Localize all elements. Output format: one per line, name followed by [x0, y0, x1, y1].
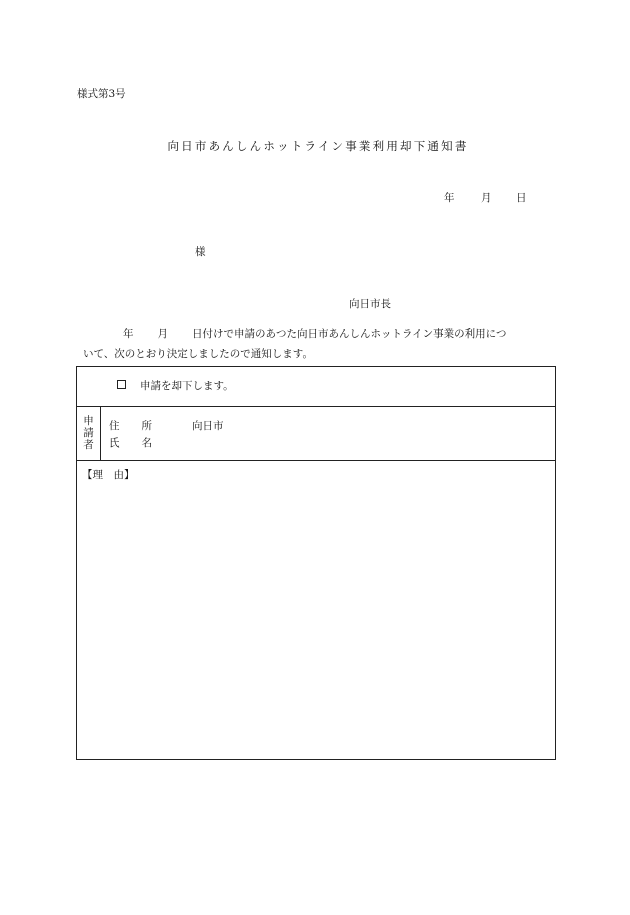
body-year-label: 年 [123, 328, 134, 340]
name-label-char: 名 [141, 437, 152, 449]
address-label-char: 住 [109, 420, 120, 432]
applicant-heading-char: 請 [83, 427, 94, 439]
reject-checkbox[interactable] [117, 380, 126, 389]
notice-body [83, 324, 553, 364]
issuer-name: 向日市長 [349, 298, 391, 310]
applicant-row [77, 407, 555, 461]
date-day-label: 日 [516, 192, 527, 204]
body-line1-text: 日付けで申請のあつた向日市あんしんホットライン事業の利用につ [192, 328, 507, 340]
document-title: 向日市あんしんホットライン事業利用却下通知書 [167, 139, 469, 153]
address-label-char: 所 [141, 420, 152, 432]
date-month-label: 月 [481, 192, 492, 204]
applicant-heading-char: 申 [83, 415, 94, 427]
body-month-label: 月 [157, 328, 168, 340]
address-value: 向日市 [192, 420, 224, 432]
name-label [109, 435, 152, 450]
name-label-char: 氏 [109, 437, 120, 449]
notice-body-line-1 [83, 324, 553, 344]
applicant-heading-char: 者 [83, 439, 94, 451]
reason-label: 【理 由】 [82, 469, 135, 481]
form-number: 様式第3号 [77, 88, 126, 100]
notice-table [76, 366, 556, 760]
date-year-label: 年 [444, 192, 455, 204]
applicant-heading [77, 407, 101, 460]
decision-row [77, 367, 555, 407]
reject-checkbox-label: 申請を却下します。 [140, 380, 234, 392]
addressee-suffix: 様 [195, 246, 206, 258]
address-label [109, 418, 152, 433]
notice-body-line-2: いて、次のとおり決定しましたので通知します。 [83, 348, 313, 360]
